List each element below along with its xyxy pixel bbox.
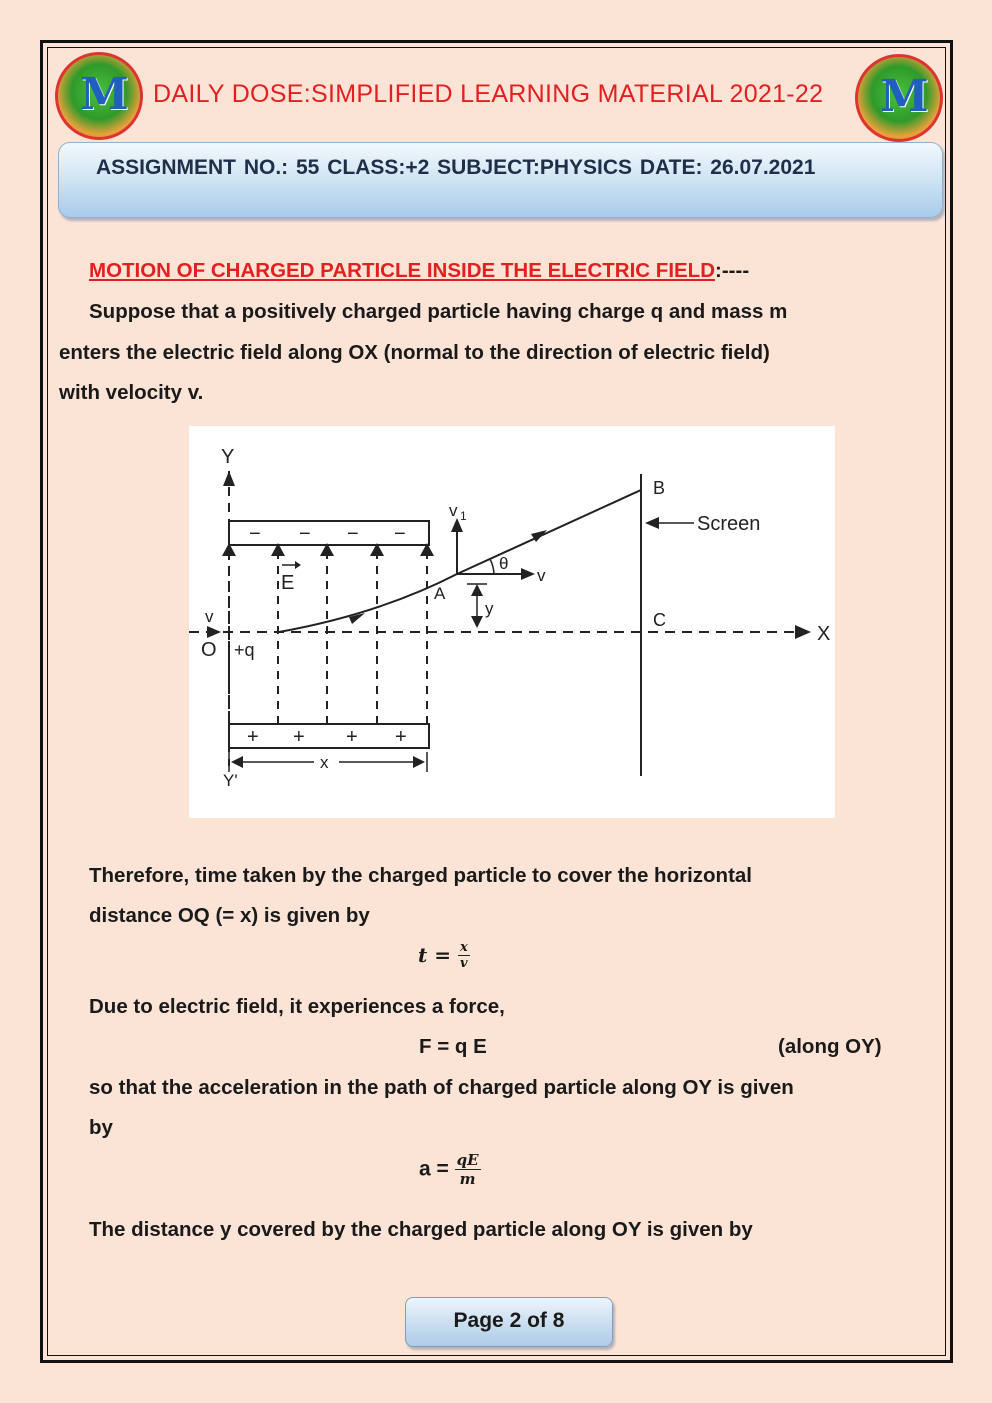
minus-sign: − — [299, 523, 311, 545]
label-y-prime: Y' — [223, 771, 238, 790]
vx-arrow — [521, 568, 535, 580]
y-axis-arrow — [223, 471, 235, 486]
label-x-distance: x — [320, 753, 329, 772]
emblem-logo-icon: M — [80, 69, 129, 120]
x-dimension-arrow-right — [413, 756, 425, 768]
topic-heading: MOTION OF CHARGED PARTICLE INSIDE THE ELECTRIC FIELD — [89, 259, 716, 282]
eq1-numerator: x — [459, 940, 468, 955]
label-field-e: E — [281, 572, 295, 594]
label-v1-sub: 1 — [460, 509, 467, 523]
eq3-fraction — [455, 1152, 481, 1188]
screen-pointer-arrow — [645, 517, 659, 529]
label-origin: O — [201, 639, 217, 661]
label-initial-v: v — [205, 607, 214, 626]
incoming-velocity-arrow — [207, 626, 221, 638]
label-y-axis: Y — [221, 446, 235, 468]
para5: The distance y covered by the charged particle along OY is given by — [89, 1218, 753, 1241]
force-direction-note: (along OY) — [778, 1035, 882, 1058]
e-vector-tip — [295, 561, 301, 569]
para2-line-1: Therefore, time taken by the charged particle to cover the horizontal — [89, 864, 752, 887]
straight-path — [457, 490, 641, 574]
plus-sign: + — [346, 726, 358, 748]
equation-acceleration — [419, 1152, 481, 1188]
label-point-a: A — [434, 584, 446, 603]
eq1-denominator: v — [460, 956, 468, 972]
plus-sign: + — [247, 726, 259, 748]
label-screen: Screen — [697, 513, 761, 535]
page-label: Page 2 of 8 — [453, 1309, 565, 1332]
para2-line-2: distance OQ (= x) is given by — [89, 904, 370, 927]
label-x-axis: X — [817, 623, 831, 645]
header-title: DAILY DOSE:SIMPLIFIED LEARNING MATERIAL 2021-22 — [153, 80, 824, 108]
eq3-numerator: qE — [456, 1151, 479, 1169]
eq1-lhs: t = — [418, 942, 451, 967]
minus-sign: − — [249, 523, 261, 545]
topic-suffix: :---- — [715, 259, 750, 282]
parabolic-path — [279, 574, 457, 632]
label-y-displacement: y — [485, 599, 494, 618]
field-lines — [229, 551, 427, 724]
intro-line-3: with velocity v. — [59, 381, 204, 404]
plus-sign: + — [293, 726, 305, 748]
eq3-denominator: m — [459, 1169, 476, 1188]
label-point-c: C — [653, 610, 666, 630]
label-point-b: B — [653, 478, 666, 498]
assignment-info: ASSIGNMENT NO.: 55 CLASS:+2 SUBJECT:PHYSICS DATE: 26.07.2021 — [96, 156, 816, 179]
emblem-logo-left — [55, 52, 143, 140]
emblem-logo-icon: M — [880, 71, 929, 122]
diagram-svg — [189, 426, 835, 818]
intro-line-1: Suppose that a positively charged particle having charge q and mass m — [89, 300, 788, 323]
x-axis-arrow — [795, 625, 811, 639]
y-displacement-arrow-down — [471, 616, 483, 628]
intro-line-2: enters the electric field along OX (normal to the direction of electric field) — [59, 341, 770, 364]
theta-arc — [490, 559, 494, 574]
eq3-lhs: a = — [419, 1157, 449, 1181]
emblem-logo-right — [855, 54, 943, 142]
equation-time — [418, 941, 470, 972]
label-v-horizontal: v — [537, 566, 546, 585]
label-v1: v — [449, 501, 458, 520]
deflection-diagram — [189, 426, 835, 818]
minus-sign: − — [347, 523, 359, 545]
plus-sign: + — [395, 726, 407, 748]
y-displacement-arrow-up — [471, 584, 483, 596]
para4-line-1: so that the acceleration in the path of charged particle along OY is given — [89, 1076, 794, 1099]
minus-sign: − — [394, 523, 406, 545]
equation-force: F = q E — [419, 1035, 487, 1058]
assignment-banner — [58, 142, 943, 218]
para3: Due to electric field, it experiences a force, — [89, 995, 505, 1018]
label-theta: θ — [499, 554, 509, 573]
label-charge: +q — [234, 640, 255, 660]
x-dimension-arrow-left — [231, 756, 243, 768]
eq1-fraction — [458, 941, 470, 972]
topic-heading-line — [89, 259, 749, 283]
para4-line-2: by — [89, 1116, 113, 1139]
